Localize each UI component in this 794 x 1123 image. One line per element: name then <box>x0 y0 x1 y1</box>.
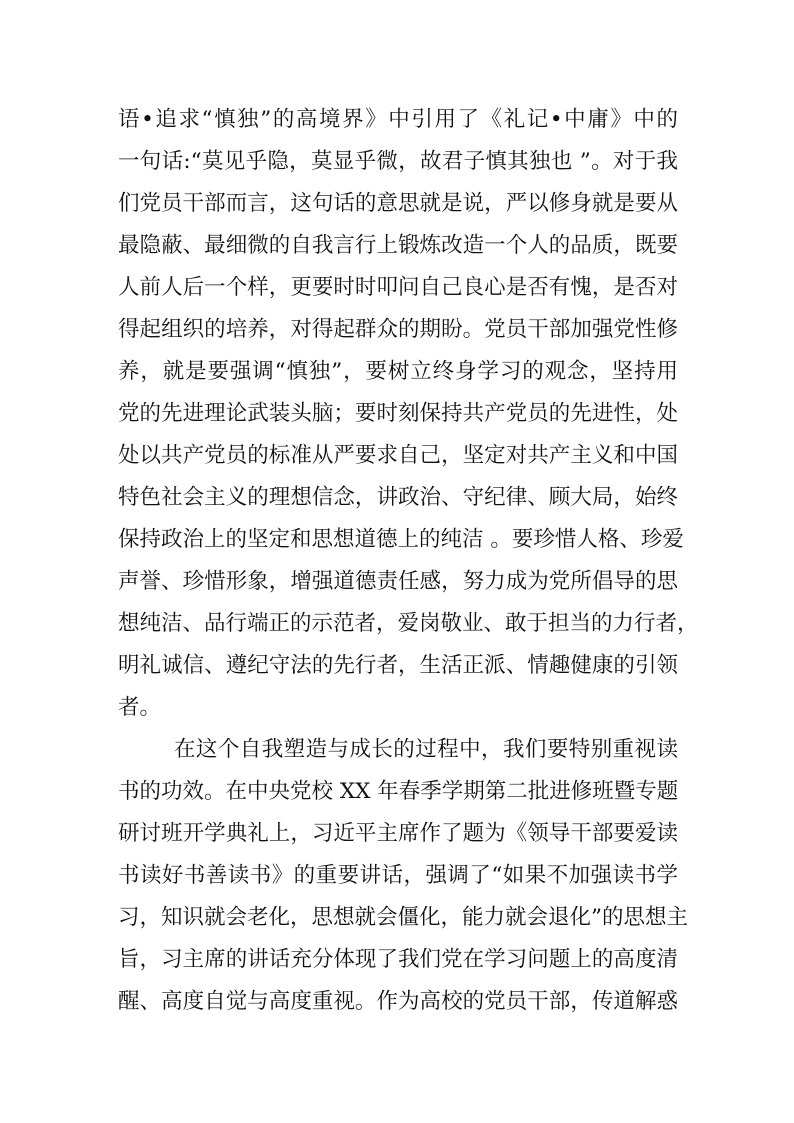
text-line: 在这个自我塑造与成长的过程中，我们要特别重视读 <box>174 737 678 762</box>
text-line: 研讨班开学典礼上，习近平主席作了题为《领导干部要爱读 <box>118 821 678 846</box>
text-line: 想纯洁、品行端正的示范者，爱岗敬业、敢于担当的力行者， <box>118 611 699 636</box>
text-line: 书读好书善读书》的重要讲话，强调了“如果不加强读书学 <box>118 863 678 888</box>
text-line: 党的先进理论武装头脑；要时刻保持共产党员的先进性，处 <box>118 401 678 426</box>
text-line: 处以共产党员的标准从严要求自己，坚定对共产主义和中国 <box>118 443 678 468</box>
text-line: 特色社会主义的理想信念，讲政治、守纪律、顾大局，始终 <box>118 485 678 510</box>
text-line: 保持政治上的坚定和思想道德上的纯洁 。要珍惜人格、珍爱 <box>118 527 684 552</box>
text-line: 最隐蔽、最细微的自我言行上锻炼改造一个人的品质，既要 <box>118 233 678 258</box>
text-line: 们党员干部而言，这句话的意思就是说，严以修身就是要从 <box>118 191 678 216</box>
text-line: 书的功效。在中央党校 XX 年春季学期第二批进修班暨专题 <box>118 779 679 804</box>
text-line: 明礼诚信、遵纪守法的先行者，生活正派、情趣健康的引领 <box>118 653 678 678</box>
text-line: 旨，习主席的讲话充分体现了我们党在学习问题上的高度清 <box>118 947 678 972</box>
text-line: 养，就是要强调“慎独”，要树立终身学习的观念，坚持用 <box>118 359 678 384</box>
text-line: 一句话:“莫见乎隐，莫显乎微，故君子慎其独也 ”。对于我 <box>118 149 678 174</box>
text-line: 醒、高度自觉与高度重视。作为高校的党员干部，传道解惑 <box>118 989 678 1014</box>
text-line: 声誉、珍惜形象，增强道德责任感，努力成为党所倡导的思 <box>118 569 678 594</box>
text-line: 得起组织的培养，对得起群众的期盼。党员干部加强党性修 <box>118 317 678 342</box>
text-line: 语•追求“慎独”的高境界》中引用了《礼记•中庸》中的 <box>118 107 678 132</box>
text-line: 者。 <box>118 695 162 720</box>
text-line: 习，知识就会老化，思想就会僵化，能力就会退化”的思想主 <box>118 905 688 930</box>
text-line: 人前人后一个样，更要时时叩问自己良心是否有愧，是否对 <box>118 275 678 300</box>
